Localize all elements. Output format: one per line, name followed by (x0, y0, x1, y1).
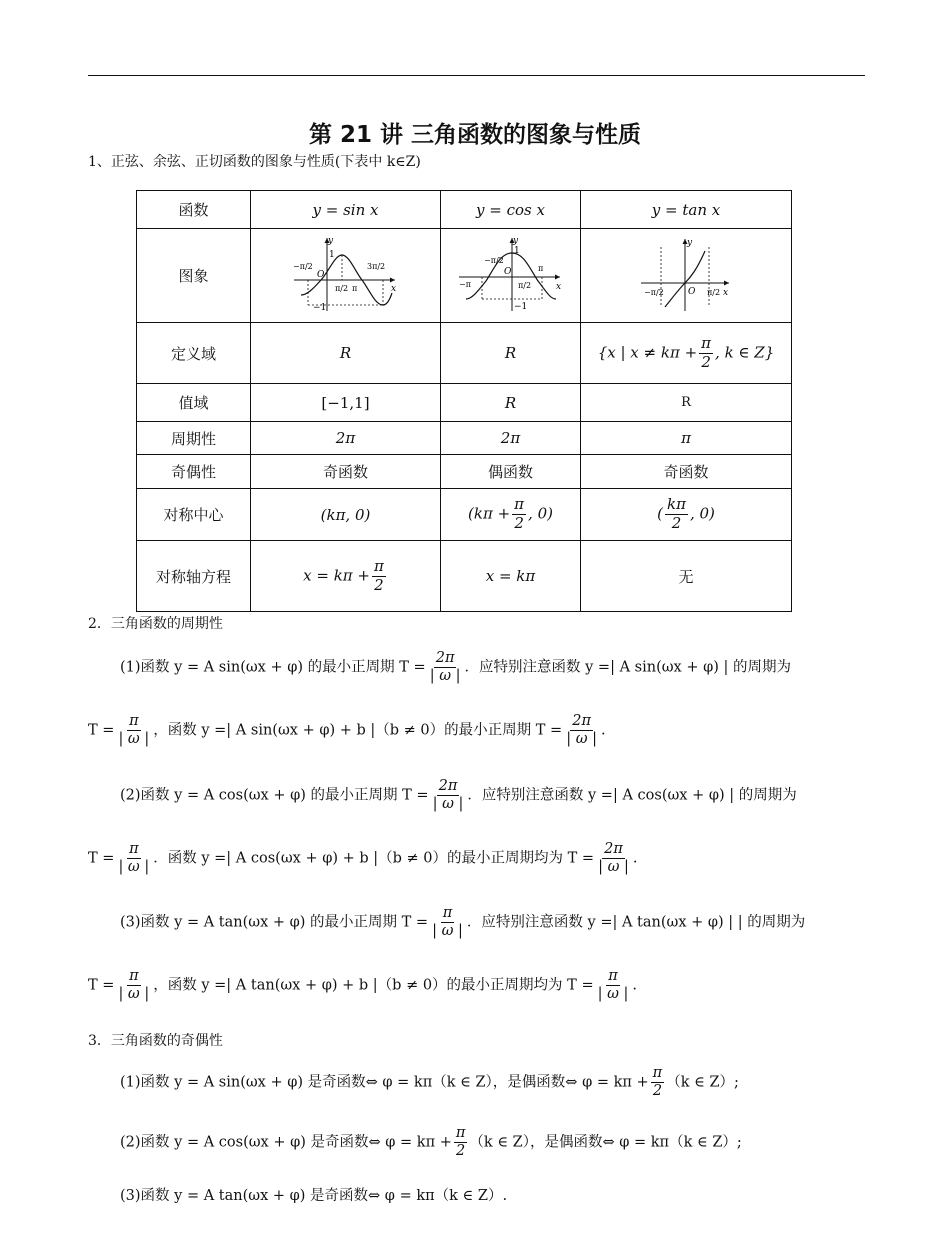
graph-label: 1 (328, 249, 335, 260)
cell-value: 2π (251, 422, 441, 455)
fraction (428, 651, 463, 684)
properties-table (136, 190, 792, 612)
graph-label: −π/2 (483, 255, 504, 265)
fraction (430, 906, 465, 939)
graph-label: π/2 (334, 283, 348, 293)
cell-value: [−1,1] (251, 384, 441, 422)
text: ．函数 y =| A cos(ωx + φ) + b |（b ≠ 0）的最小正周期均为 T = (153, 850, 595, 867)
fraction-numerator: kπ (666, 495, 686, 514)
parity-tan-line: (3)函数 y = A tan(ωx + φ) 是奇函数⇔ φ = kπ（k ∈ Z）. (120, 1188, 508, 1204)
cell-value: π (581, 422, 792, 455)
fraction-numerator: 2π (434, 651, 457, 668)
cell-value: R (441, 323, 581, 384)
text: . (632, 850, 638, 867)
graph-label: y (512, 235, 518, 246)
fraction-numerator: 2π (437, 779, 460, 796)
header-rule (88, 75, 865, 76)
fraction-denominator: 2 (701, 352, 711, 371)
cell-value: R (251, 323, 441, 384)
expr-part: , 0) (689, 504, 715, 523)
expr-part: (kπ + (468, 504, 511, 523)
table-row (137, 422, 792, 455)
text: T = (88, 977, 115, 994)
fraction-denominator: | ω | (118, 986, 150, 1003)
graph-label: −1 (312, 302, 326, 313)
cell-value (251, 541, 441, 612)
graph-label: π/2 (707, 287, 721, 297)
text: T = (88, 722, 115, 739)
fraction-denominator: | ω | (432, 923, 463, 940)
fraction-numerator: π (701, 333, 712, 352)
graph-label: −1 (513, 301, 527, 312)
cell-value: 偶函数 (441, 455, 581, 489)
fraction-denominator: | ω | (429, 668, 461, 685)
expr-part: , 0) (528, 504, 553, 523)
text: (1)函数 y = A sin(ωx + φ) 的最小正周期 T = (120, 659, 426, 676)
graph-label: x (555, 281, 561, 292)
fraction-denominator: | ω | (598, 859, 629, 876)
fraction-numerator: π (441, 906, 455, 923)
fraction-numerator: π (127, 842, 141, 859)
cos-graph (456, 233, 566, 315)
period-sin-abs-line (88, 714, 606, 747)
fraction-denominator: | ω | (432, 796, 464, 813)
expr-part: {x | x ≠ kπ + (597, 343, 698, 361)
table-row (137, 229, 792, 323)
fraction-denominator: | ω | (118, 859, 150, 876)
fraction (651, 1066, 665, 1099)
fraction-numerator: π (606, 969, 620, 986)
text: ，函数 y =| A tan(ωx + φ) + b |（b ≠ 0）的最小正周期均为 T = (153, 977, 594, 994)
period-sin-line (120, 651, 791, 684)
expr-part: , k ∈ Z} (715, 343, 775, 361)
graph-label: −π (458, 279, 471, 289)
graph-label: y (327, 235, 333, 246)
header-cell: 函数 (137, 191, 251, 229)
fraction (116, 842, 151, 875)
fraction (564, 714, 599, 747)
text: (3)函数 y = A tan(ωx + φ) 的最小正周期 T = (120, 914, 429, 931)
text: ．应特别注意函数 y =| A cos(ωx + φ) | 的周期为 (467, 787, 797, 804)
graph-label: O (688, 286, 696, 297)
cell-value: 奇函数 (251, 455, 441, 489)
cell-value (441, 489, 581, 541)
cell-value: 无 (581, 541, 792, 612)
fraction (596, 842, 631, 875)
fraction (512, 497, 526, 532)
expr-part: x = kπ + (303, 566, 370, 584)
fraction (431, 779, 466, 812)
fraction-numerator: π (374, 556, 384, 575)
graph-label: y (687, 237, 693, 248)
fraction-denominator: 2 (456, 1143, 466, 1160)
cell-value (581, 323, 792, 384)
sin-graph (291, 233, 401, 315)
header-cell: y = sin x (251, 191, 441, 229)
fraction (665, 497, 688, 532)
row-label: 对称中心 (137, 489, 251, 541)
header-cell: y = cos x (441, 191, 581, 229)
parity-cos-line (120, 1126, 742, 1159)
text: （k ∈ Z），是偶函数⇔ φ = kπ（k ∈ Z）; (469, 1134, 742, 1151)
fraction-numerator: 2π (602, 842, 625, 859)
fraction-denominator: | ω | (566, 731, 598, 748)
graph-label: x (723, 287, 729, 298)
graph-label: −π/2 (644, 287, 664, 297)
fraction-denominator: | ω | (597, 986, 629, 1003)
cell-value: 奇函数 (581, 455, 792, 489)
section1-heading: 1、正弦、余弦、正切函数的图象与性质(下表中 k∈Z) (88, 154, 421, 170)
period-tan-abs-line (88, 969, 637, 1002)
fraction (454, 1126, 468, 1159)
text: ．应特别注意函数 y =| A sin(ωx + φ) | 的周期为 (464, 659, 792, 676)
section3-heading: 3．三角函数的奇偶性 (88, 1033, 223, 1049)
table-row (137, 323, 792, 384)
text: T = (88, 850, 115, 867)
table-row (137, 191, 792, 229)
fraction-numerator: 2π (570, 714, 593, 731)
fraction (116, 714, 151, 747)
row-label: 定义域 (137, 323, 251, 384)
expr-part: ( (657, 504, 663, 523)
graph-label: π (351, 283, 357, 293)
cell-value (581, 489, 792, 541)
text: ，函数 y =| A sin(ωx + φ) + b |（b ≠ 0）的最小正周期 T = (153, 722, 563, 739)
sin-graph-cell (251, 229, 441, 323)
table-row (137, 455, 792, 489)
graph-label: π (537, 263, 543, 273)
row-label: 对称轴方程 (137, 541, 251, 612)
graph-label: O (316, 269, 324, 280)
graph-label: −π/2 (292, 261, 313, 271)
cell-value: R (581, 384, 792, 422)
fraction-denominator: 2 (514, 514, 524, 532)
fraction (116, 969, 151, 1002)
fraction (372, 556, 386, 594)
cell-value: R (441, 384, 581, 422)
tan-graph-cell (581, 229, 792, 323)
period-cos-abs-line (88, 842, 638, 875)
fraction-numerator: π (514, 495, 525, 514)
row-label: 奇偶性 (137, 455, 251, 489)
cell-value: 2π (441, 422, 581, 455)
text: (2)函数 y = A cos(ωx + φ) 的最小正周期 T = (120, 787, 429, 804)
table-row (137, 384, 792, 422)
text: (2)函数 y = A cos(ωx + φ) 是奇函数⇔ φ = kπ + (120, 1134, 452, 1151)
text: (1)函数 y = A sin(ωx + φ) 是奇函数⇔ φ = kπ（k ∈ Z），是偶函数⇔ φ = kπ + (120, 1074, 649, 1091)
fraction-denominator: 2 (374, 575, 384, 594)
fraction (699, 333, 713, 371)
fraction-numerator: π (651, 1066, 665, 1083)
text: （k ∈ Z）; (666, 1074, 739, 1091)
table-row (137, 489, 792, 541)
header-cell: y = tan x (581, 191, 792, 229)
graph-label: π/2 (517, 280, 531, 290)
tan-graph (631, 233, 741, 315)
period-cos-line (120, 779, 797, 812)
table-row (137, 541, 792, 612)
graph-label: 1 (513, 245, 520, 256)
fraction-denominator: 2 (652, 1083, 663, 1100)
fraction (596, 969, 631, 1002)
fraction-denominator: 2 (671, 514, 682, 532)
text: . (632, 977, 638, 994)
row-label: 图象 (137, 229, 251, 323)
fraction-numerator: π (127, 714, 141, 731)
cos-graph-cell (441, 229, 581, 323)
text: ．应特别注意函数 y =| A tan(ωx + φ) | | 的周期为 (466, 914, 806, 931)
graph-label: 3π/2 (366, 261, 385, 271)
cell-value: x = kπ (441, 541, 581, 612)
parity-sin-line (120, 1066, 739, 1099)
section2-heading: 2．三角函数的周期性 (88, 616, 223, 632)
fraction-numerator: π (454, 1126, 468, 1143)
row-label: 值域 (137, 384, 251, 422)
page-title: 第 21 讲 三角函数的图象与性质 (308, 122, 642, 148)
row-label: 周期性 (137, 422, 251, 455)
graph-label: x (390, 283, 396, 294)
graph-label: O (503, 266, 511, 277)
period-tan-line (120, 906, 805, 939)
fraction-numerator: π (127, 969, 141, 986)
text: . (601, 722, 606, 739)
fraction-denominator: | ω | (118, 731, 150, 748)
cell-value: (kπ, 0) (251, 489, 441, 541)
